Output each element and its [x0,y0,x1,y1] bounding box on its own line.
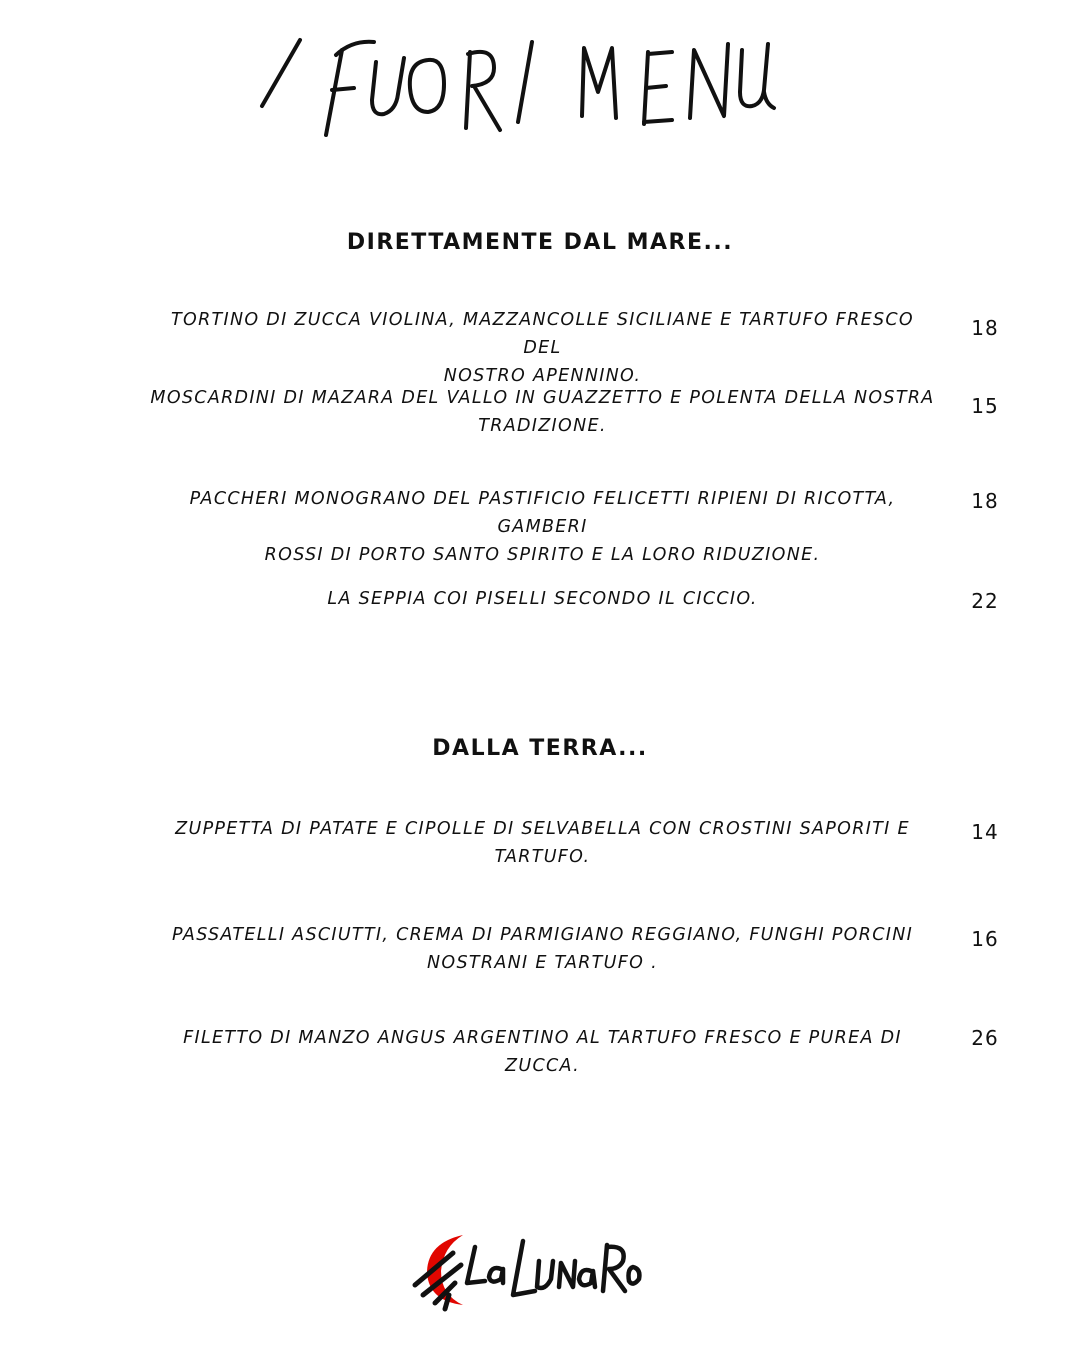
restaurant-logo [405,1225,655,1315]
menu-item-line: TARTUFO. [494,847,591,867]
menu-item-line: TRADIZIONE. [478,416,607,436]
menu-item-moscardini [150,384,935,440]
menu-item-passatelli [150,921,935,977]
menu-item-line: NOSTRANI E TARTUFO . [427,953,658,973]
menu-item-price: 18 [971,316,999,340]
red-crescent-moon-icon [405,1225,655,1315]
menu-item-line: ROSSI DI PORTO SANTO SPIRITO E LA LORO RIDUZIONE. [264,545,821,565]
menu-item-price: 18 [971,489,999,513]
menu-item-line: MOSCARDINI DI MAZARA DEL VALLO IN GUAZZETTO E POLENTA DELLA NOSTRA [150,388,935,408]
menu-item-paccheri [150,485,935,569]
menu-item-price: 15 [971,394,999,418]
menu-item-filetto [150,1024,935,1080]
menu-item-price: 22 [971,589,999,613]
menu-item-tortino [150,306,935,390]
menu-item-line: NOSTRO APENNINO. [443,366,642,386]
section-heading-sea: DIRETTAMENTE DAL MARE... [346,230,734,255]
menu-item-line: PACCHERI MONOGRANO DEL PASTIFICIO FELICETTI RIPIENI DI RICOTTA, GAMBERI [189,489,896,537]
menu-item-line: LA SEPPIA COI PISELLI SECONDO IL CICCIO. [327,589,758,609]
menu-item-zuppetta [150,815,935,871]
menu-item-price: 16 [971,927,999,951]
section-heading-land: DALLA TERRA... [432,736,648,761]
menu-item-line: PASSATELLI ASCIUTTI, CREMA DI PARMIGIANO REGGIANO, FUNGHI PORCINI [171,925,914,945]
menu-title [0,0,1080,170]
menu-item-seppia [150,585,935,613]
menu-title-lettering [0,0,1080,170]
menu-item-price: 26 [971,1026,999,1050]
menu-item-line: TORTINO DI ZUCCA VIOLINA, MAZZANCOLLE SICILIANE E TARTUFO FRESCO DEL [171,310,914,358]
menu-item-price: 14 [971,820,999,844]
logo-text: La LunaRossa [530,1313,537,1314]
menu-item-line: ZUPPETTA DI PATATE E CIPOLLE DI SELVABELLA CON CROSTINI SAPORITI E [175,819,910,839]
menu-item-line: FILETTO DI MANZO ANGUS ARGENTINO AL TARTUFO FRESCO E PUREA DI ZUCCA. [183,1028,902,1076]
